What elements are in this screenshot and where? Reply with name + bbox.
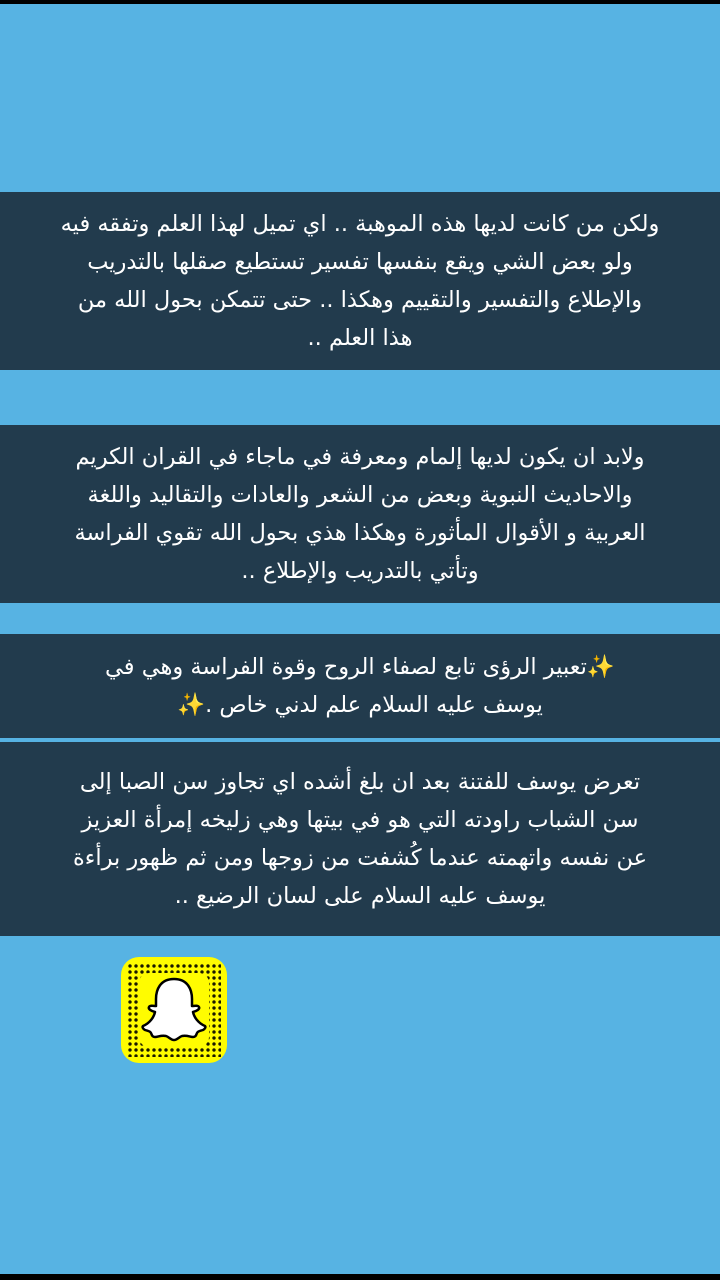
snapcode[interactable]: [121, 957, 227, 1063]
caption-text-4: تعرض يوسف للفتنة بعد ان بلغ أشده اي تجاوز سن الصبا إلى سن الشباب راودته التي هو في بيتها وهي زليخه إمرأة العزيز عن نفسه واتهمته عندما كُشفت من زوجها ومن ثم ظهور برأءة يوسف عليه السلام على لسان الرضيع ..: [72, 769, 648, 909]
story-screen[interactable]: [0, 4, 720, 1274]
caption-text-3: ✨تعبير الرؤى تابع لصفاء الروح وقوة الفراسة وهي في يوسف عليه السلام علم لدني خاص .✨: [105, 654, 615, 718]
caption-bar-4: [0, 742, 720, 936]
caption-bar-2: [0, 425, 720, 603]
caption-bar-3: [0, 634, 720, 738]
snapchat-ghost-icon: [135, 969, 213, 1051]
caption-bar-1: [0, 192, 720, 370]
caption-text-1: ولكن من كانت لديها هذه الموهبة .. اي تميل لهذا العلم وتفقه فيه ولو بعض الشي ويقع بنفسها تفسير تستطيع صقلها بالتدريب والإطلاع والتفسير والتقييم وهكذا .. حتى تتمكن بحول الله من هذا العلم ..: [60, 211, 660, 351]
caption-text-2: ولابد ان يكون لديها إلمام ومعرفة في ماجاء في القران الكريم والاحاديث النبوية وبعض من الشعر والعادات والتقاليد واللغة العربية و الأقوال المأثورة وهكذا هذي بحول الله تقوي الفراسة وتأتي بالتدريب والإطلاع ..: [74, 444, 646, 584]
